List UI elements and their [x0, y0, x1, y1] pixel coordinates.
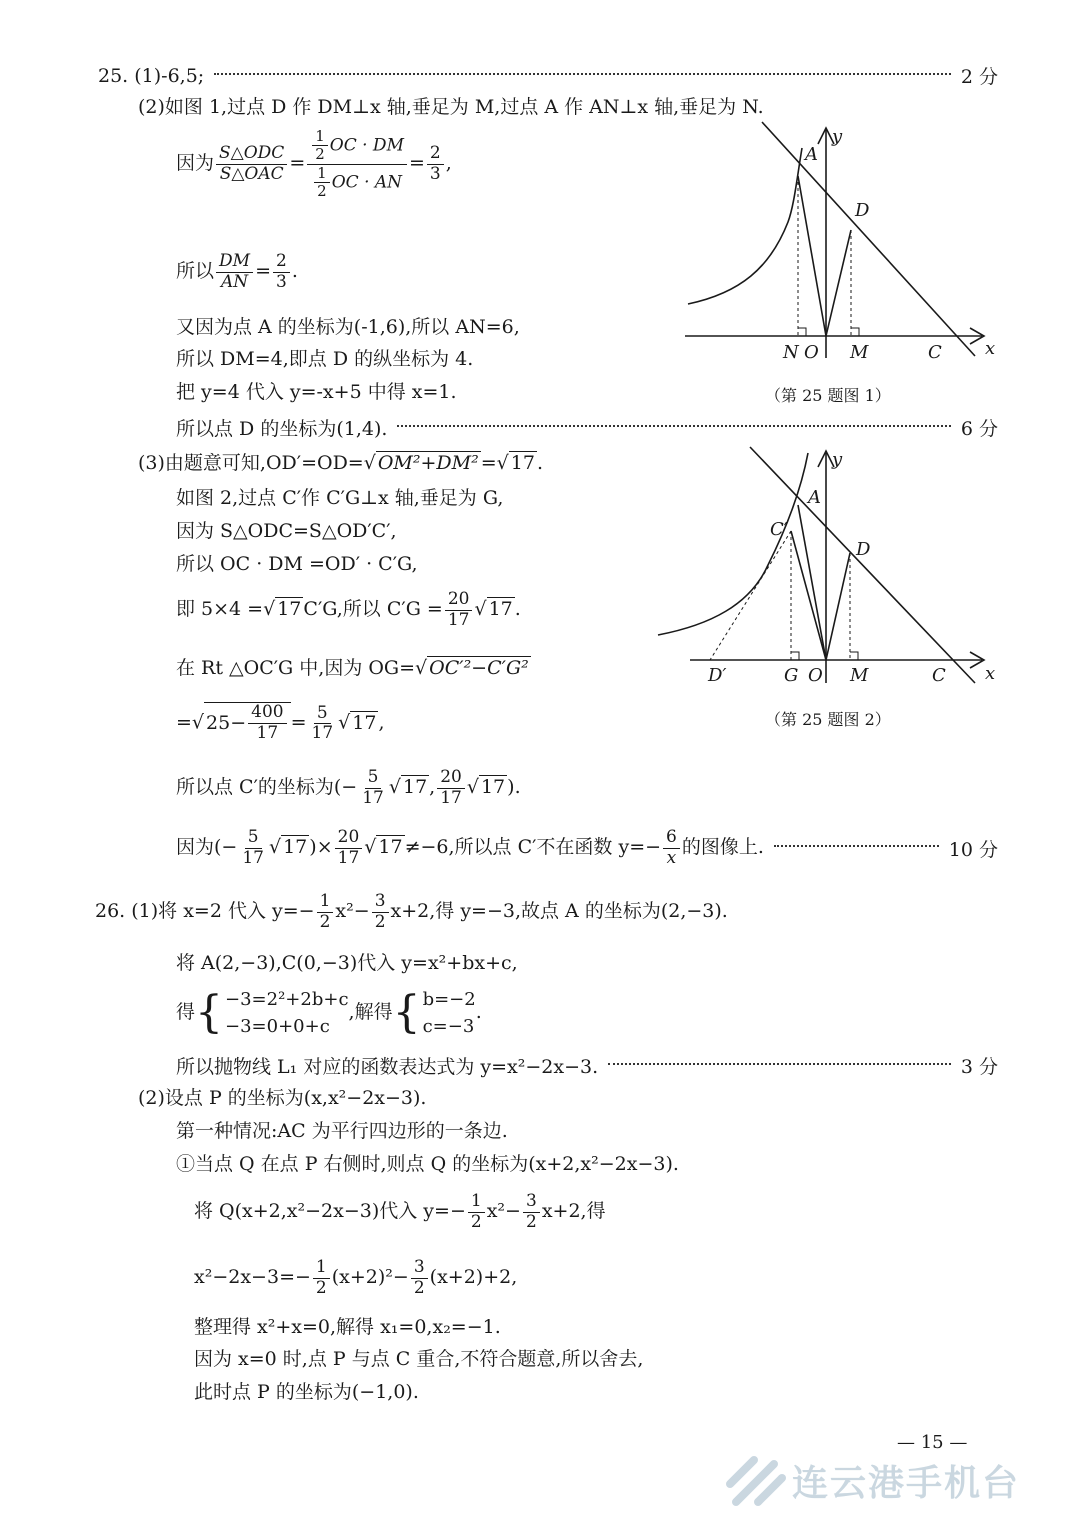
system-1 — [195, 986, 349, 1040]
system-2 — [393, 986, 476, 1040]
line-ac — [762, 122, 975, 356]
q26-part1-line4: 所以抛物线 L₁ 对应的函数表达式为 y=x²−2x−3. — [176, 1056, 599, 1078]
den-17: 17 — [242, 847, 264, 868]
line4-b: x²− — [486, 1200, 521, 1223]
two-thirds-den: 3 — [275, 271, 287, 292]
so-label: 所以 — [176, 260, 215, 283]
two-thirds-num: 2 — [273, 252, 290, 273]
figure-25-1-caption: （第 25 题图 1） — [765, 386, 891, 405]
two-thirds-num: 2 — [427, 144, 444, 165]
line4-c: x+2,得 — [541, 1200, 606, 1223]
score-leader-dots — [608, 1062, 951, 1065]
den-2: 2 — [470, 1211, 482, 1232]
q25-part3-score: 10 分 — [948, 838, 998, 861]
segment-oa — [798, 505, 826, 660]
den-2: 2 — [413, 1277, 425, 1298]
figure-25-2 — [650, 445, 1000, 695]
figure-25-1 — [680, 118, 1000, 378]
q25-part2-line5: 所以 DM=4,即点 D 的纵坐标为 4. — [176, 348, 474, 370]
score-leader-dots — [774, 844, 939, 847]
half-num: 1 — [312, 128, 328, 146]
left-brace: { — [392, 987, 421, 1038]
q25-part3-line4: 所以 OC · DM =OD′ · C′G, — [176, 553, 418, 575]
s-oac: S△OAC — [219, 163, 284, 184]
left-brace: { — [195, 987, 224, 1038]
because-label: 因为 — [176, 152, 215, 174]
label-d-prime: D′ — [708, 665, 727, 686]
num-20: 20 — [335, 828, 363, 849]
part3-line1-text: (3)由题意可知,OD′=OD= — [138, 452, 364, 474]
label-g: G — [784, 665, 799, 686]
q26-part1-result-row — [176, 1052, 998, 1079]
sqrt-17: 17 — [378, 836, 403, 859]
sqrt-oc-cg: OC′²−C′G² — [429, 657, 529, 679]
solve-label: ,解得 — [348, 1001, 393, 1023]
q25-part2-line1: (2)如图 1,过点 D 作 DM⊥x 轴,垂足为 M,过点 A 作 AN⊥x 轴,垂足为 N. — [138, 96, 764, 118]
den-x: x — [666, 847, 677, 868]
system-2-row-2: c=−3 — [422, 1016, 475, 1037]
q25-area-ratio-equation: 因为 $\frac{\text{S△ODC}}{\text{S△OAC}}$ = $\frac{1}{2}$ OC · DM $\frac{1}{2}$ OC · AN = $\frac{2}{3}$ , — [176, 127, 452, 200]
score-leader-dots — [397, 424, 950, 427]
line5-b: (x+2)²− — [331, 1266, 409, 1289]
q25-part2-line6: 把 y=4 代入 y=-x+5 中得 x=1. — [176, 381, 457, 403]
right-angle-n — [798, 328, 806, 336]
q25-part2-line7: 所以点 D 的坐标为(1,4). — [176, 418, 388, 440]
q25-part3-line8: 所以点 C′的坐标为(− $\frac{5}{17}$ √ 17 , $\frac{20}{17}$ √ 17 ). — [176, 767, 521, 808]
label-x: x — [985, 663, 996, 684]
right-angle-m — [851, 328, 859, 336]
area-ratio-fraction — [216, 144, 287, 184]
q26-part2-line5 — [194, 1258, 517, 1298]
two-thirds — [427, 144, 444, 184]
dm: DM — [216, 252, 253, 273]
frac-1-2 — [317, 892, 334, 932]
q26-part2-line1: (2)设点 P 的坐标为(x,x²−2x−3). — [138, 1087, 427, 1109]
half-den: 2 — [315, 145, 325, 164]
q26-line1-c: x+2,得 y=−3,故点 A 的坐标为(2,−3). — [390, 900, 728, 923]
frac-20-17 — [445, 590, 473, 630]
two-thirds-den: 3 — [429, 163, 441, 184]
part3-line5-b: C′G,所以 C′G = — [303, 598, 443, 621]
den-17: 17 — [311, 723, 334, 744]
get-label: 得 — [176, 1001, 196, 1023]
oc-an: OC · AN — [331, 171, 403, 192]
q25-dm-an-ratio: 所以 $\frac{DM}{AN}$ = $\frac{2}{3}$ . — [176, 251, 298, 292]
half-frac-bottom — [314, 165, 330, 201]
right-angle-m — [850, 652, 858, 660]
hyperbola — [688, 148, 802, 304]
system-2-rows — [423, 986, 476, 1040]
den-17: 17 — [447, 609, 470, 630]
frac-3-2 — [372, 892, 389, 932]
sqrt-17: 17 — [352, 711, 377, 734]
q25-part3-line5: 即 5×4 =√ 17 C′G,所以 C′G = $\frac{20}{17}$ √ 17 . — [176, 589, 521, 630]
q25-part3-line2: 如图 2,过点 C′作 C′G⊥x 轴,垂足为 G, — [176, 487, 504, 509]
figure-25-2-caption: （第 25 题图 2） — [765, 710, 891, 729]
half-den: 2 — [317, 181, 327, 200]
q25-part3-result-row — [176, 828, 998, 868]
num-20: 20 — [445, 590, 473, 611]
q26-part2-line7: 因为 x=0 时,点 P 与点 C 重合,不符合题意,所以舍去, — [194, 1348, 644, 1370]
q26-part2-line4 — [194, 1192, 606, 1232]
num-1: 1 — [468, 1192, 485, 1213]
q25-part3-line6: 在 Rt △OC′G 中,因为 OG=√ OC′²−C′G² — [176, 657, 529, 679]
watermark — [722, 1450, 1020, 1510]
q26-line1-a: 26. (1)将 x=2 代入 y=− — [95, 900, 315, 923]
num-20: 20 — [437, 768, 465, 789]
label-c: C — [928, 342, 942, 363]
label-d: D — [855, 200, 870, 221]
q25-part1-row — [98, 62, 998, 89]
label-y: y — [832, 126, 843, 147]
label-y: y — [832, 449, 843, 470]
watermark-logo-icon — [722, 1450, 792, 1510]
part3-line9-b: ≠−6,所以点 C′不在函数 y=− — [404, 836, 662, 859]
num-5: 5 — [245, 828, 262, 849]
sqrt-17: 17 — [488, 598, 513, 621]
num-6: 6 — [663, 828, 680, 849]
q25-part2-line4: 又因为点 A 的坐标为(-1,6),所以 AN=6, — [176, 316, 520, 338]
segment-od — [826, 230, 851, 336]
label-c-prime: C′ — [770, 519, 788, 540]
right-angle-g — [791, 652, 799, 660]
frac-3-2 — [523, 1192, 540, 1232]
q26-part2-line8: 此时点 P 的坐标为(−1,0). — [194, 1381, 419, 1403]
q26-part2-line3: ①当点 Q 在点 P 右侧时,则点 Q 的坐标为(x+2,x²−2x−3). — [176, 1153, 679, 1175]
q26-part1-score: 3 分 — [960, 1056, 998, 1078]
segment-oa — [798, 176, 826, 336]
line5-c: (x+2)+2, — [429, 1266, 518, 1289]
sqrt-25-text: 25− — [206, 711, 247, 734]
label-m: M — [850, 665, 869, 686]
half-num: 1 — [314, 165, 330, 183]
part3-line6-a: 在 Rt △OC′G 中,因为 OG= — [176, 657, 416, 679]
sqrt-17: 17 — [283, 836, 308, 859]
den-17: 17 — [337, 847, 360, 868]
an: AN — [220, 271, 249, 292]
hyperbola — [658, 453, 808, 635]
part3-line9-a: 因为(− — [176, 836, 238, 859]
s-odc: S△ODC — [216, 144, 287, 165]
num-3: 3 — [411, 1258, 428, 1279]
q26-part1-systems: 得 { −3=2²+2b+c −3=0+0+c ,解得 { b=−2 c=−3 . — [176, 987, 482, 1038]
label-a: A — [805, 144, 818, 165]
num-3: 3 — [523, 1192, 540, 1213]
den-2: 2 — [319, 911, 331, 932]
oc-dm: OC · DM — [329, 135, 404, 156]
half-frac-top — [312, 128, 328, 164]
q25-part3-line1: (3)由题意可知,OD′=OD=√ OM²+DM² =√ 17 . — [138, 452, 543, 474]
line5-a: x²−2x−3=− — [194, 1266, 311, 1289]
q25-part2-result-row — [176, 414, 998, 441]
den-2: 2 — [315, 1277, 327, 1298]
den-17: 17 — [440, 787, 462, 808]
q26-part1-line1 — [95, 892, 728, 932]
label-x: x — [985, 338, 996, 359]
frac-20-17 — [437, 768, 465, 808]
num-5: 5 — [314, 704, 331, 725]
frac-1-2 — [313, 1258, 330, 1298]
num-1: 1 — [313, 1258, 330, 1279]
q25-part3-line3: 因为 S△ODC=S△OD′C′, — [176, 520, 397, 542]
numerator-expr — [307, 128, 407, 165]
line4-a: 将 Q(x+2,x²−2x−3)代入 y=− — [194, 1200, 466, 1223]
sqrt-25-minus — [204, 702, 291, 743]
segment-oc-prime — [791, 531, 826, 660]
num-1: 1 — [317, 892, 334, 913]
frac-6-x — [663, 828, 680, 868]
num-3: 3 — [372, 892, 389, 913]
equals: = — [480, 452, 497, 474]
frac-5-17 — [239, 828, 267, 868]
frac-1-2 — [468, 1192, 485, 1232]
frac-20-17 — [335, 828, 363, 868]
part3-line9-c: 的图像上. — [681, 836, 764, 859]
den-17: 17 — [256, 722, 279, 743]
label-c: C — [932, 665, 946, 686]
system-1-rows — [225, 986, 349, 1040]
label-o: O — [804, 342, 819, 363]
q26-line1-b: x²− — [335, 900, 370, 923]
label-m: M — [850, 342, 869, 363]
label-o: O — [808, 665, 823, 686]
frac-5-17 — [359, 768, 387, 808]
score-leader-dots — [214, 72, 951, 75]
label-d: D — [856, 539, 871, 560]
den-2: 2 — [374, 911, 386, 932]
num-5: 5 — [365, 768, 382, 789]
two-thirds-b — [273, 252, 290, 292]
frac-5-17 — [309, 704, 337, 744]
system-1-row-1: −3=2²+2b+c — [225, 989, 349, 1010]
watermark-text: 连云港手机台 — [792, 1462, 1021, 1504]
den-2: 2 — [525, 1211, 537, 1232]
q25-part1-text: 25. (1)-6,5; — [98, 64, 205, 87]
page-number: — 15 — — [897, 1432, 968, 1453]
part3-line8-a: 所以点 C′的坐标为(− — [176, 776, 358, 799]
q25-part3-line9: 因为(− $\frac{5}{17}$ √ 17 )× $\frac{20}{17}$ √ 17 ≠−6,所以点 C′不在函数 y=− $\frac{6}{x}$ 的图像上. — [176, 827, 764, 868]
sqrt-17: 17 — [402, 776, 428, 799]
q25-part1-score: 2 分 — [960, 66, 998, 88]
label-n: N — [783, 342, 799, 363]
dashed-cd-prime — [710, 531, 791, 660]
area-expression-fraction — [307, 128, 407, 200]
system-1-row-2: −3=0+0+c — [225, 1016, 330, 1037]
line-ac — [750, 447, 975, 683]
part3-line5-a: 即 5×4 = — [176, 598, 264, 621]
q26-part1-line2: 将 A(2,−3),C(0,−3)代入 y=x²+bx+c, — [176, 952, 518, 974]
num-400: 400 — [248, 703, 286, 724]
sqrt-om-dm: OM²+DM² — [377, 452, 479, 474]
label-a: A — [808, 487, 821, 508]
segment-od — [826, 553, 850, 660]
q26-part2-line6: 整理得 x²+x=0,解得 x₁=0,x₂=−1. — [194, 1316, 501, 1338]
sqrt-17: 17 — [277, 598, 302, 621]
frac-400-17 — [248, 703, 286, 743]
q25-part2-score: 6 分 — [960, 418, 998, 440]
sqrt-17: 17 — [510, 452, 535, 474]
q25-part3-line7: =√ 25− $\frac{400}{17}$ = $\frac{5}{17}$ √ 17 , — [176, 702, 385, 744]
dm-an-fraction — [216, 252, 253, 292]
den-17: 17 — [362, 787, 384, 808]
frac-3-2 — [411, 1258, 428, 1298]
sqrt-17: 17 — [480, 776, 506, 799]
denominator-expr — [309, 165, 405, 201]
q26-part2-line2: 第一种情况:AC 为平行四边形的一条边. — [176, 1120, 508, 1142]
system-2-row-1: b=−2 — [422, 989, 476, 1010]
